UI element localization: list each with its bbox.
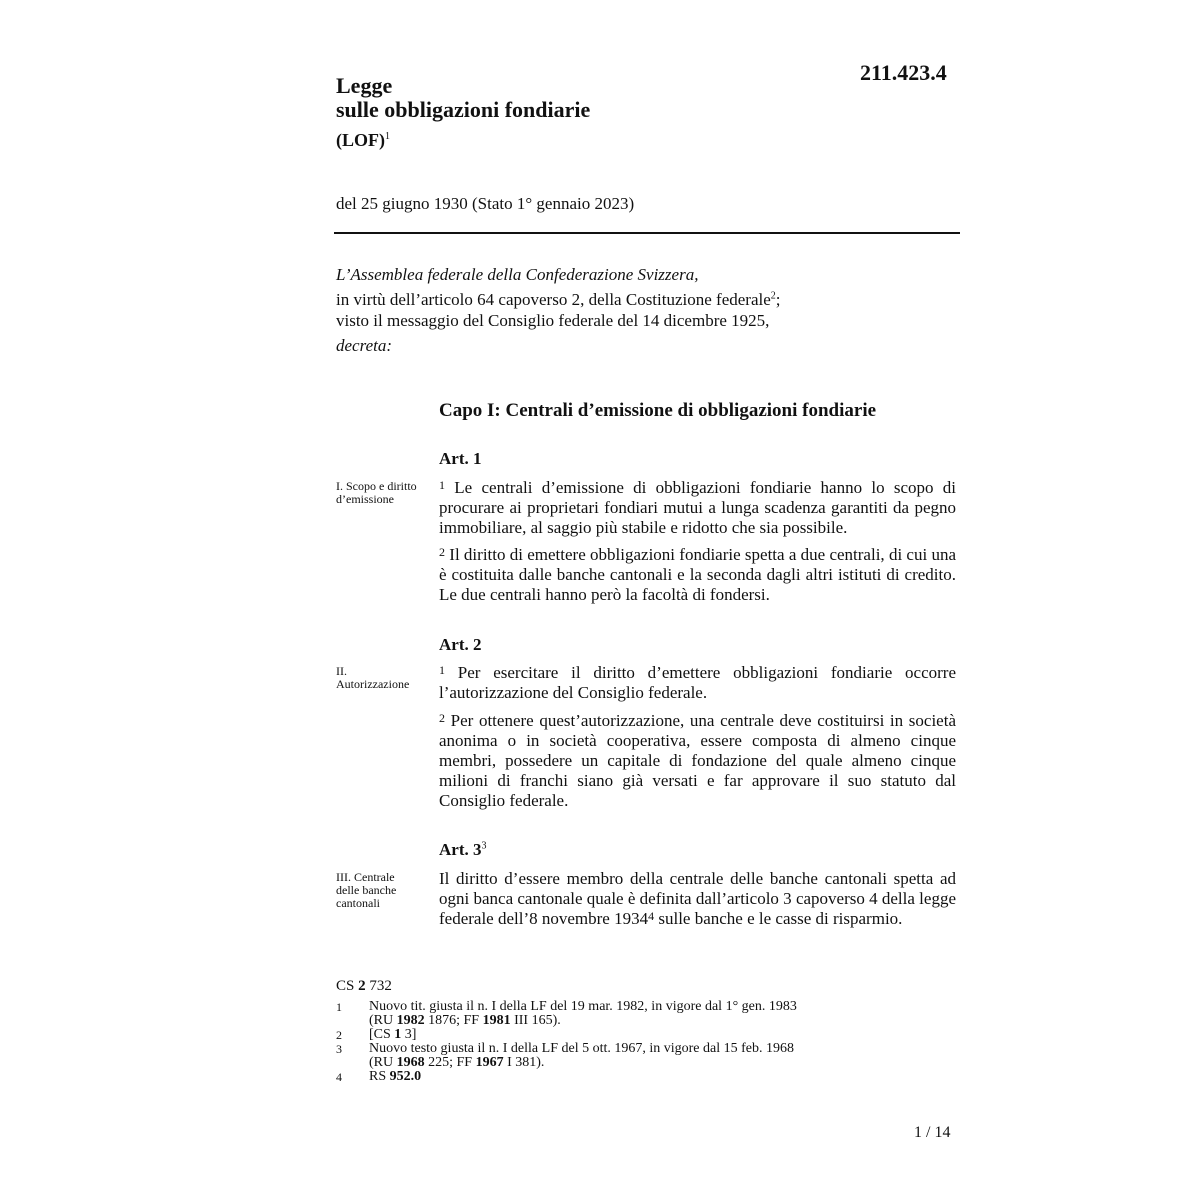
article-1-heading: Art. 1 <box>439 449 482 468</box>
preamble <box>336 264 956 356</box>
title-abbreviation: (LOF)$^1$ <box>336 130 390 150</box>
footnote-2: 2 [CS 1 3] <box>336 1027 417 1042</box>
article-3-heading: Art. $3^3$ <box>439 840 487 859</box>
cs-reference: CS 2 732 <box>336 978 392 994</box>
document-date: del 25 giugno 1930 (Stato 1° gennaio 2023) <box>336 194 635 213</box>
footnote-4: 4 RS 952.0 <box>336 1069 422 1084</box>
article-3-margin-note: III. Centrale delle banche cantonali <box>336 870 397 910</box>
preamble-line-1: in virtù dell’articolo 64 capoverso 2, della Costituzione federale$^2$; <box>336 290 781 309</box>
document-number: 211.423.4 <box>860 60 947 85</box>
title-line-1: Legge <box>336 73 393 98</box>
title-line-2: sulle obbligazioni fondiarie <box>336 97 591 122</box>
document-title <box>336 74 590 152</box>
preamble-decreta: decreta: <box>336 336 393 355</box>
footnote-ref-3[interactable]: 3 <box>481 840 487 852</box>
article-2-margin-note: II. Autorizzazione <box>336 664 410 691</box>
article-2-heading: Art. 2 <box>439 635 482 654</box>
footnote-1: 1 Nuovo tit. giusta il n. I della LF del 19 mar. 1982, in vigore dal 1° gen. 1983 (RU 1982 1876; FF 1981 III 165). <box>336 999 797 1028</box>
footnotes <box>336 1000 896 1084</box>
article-1-margin-note: I. Scopo e diritto d’emissione <box>336 479 417 506</box>
footnote-ref-2[interactable]: 2 <box>770 290 776 302</box>
footnote-ref-1[interactable]: 1 <box>385 131 390 142</box>
preamble-line-2: visto il messaggio del Consiglio federale del 14 dicembre 1925, <box>336 311 770 330</box>
footnote-3: 3 Nuovo testo giusta il n. I della LF del 5 ott. 1967, in vigore dal 15 feb. 1968 (RU 1968 225; FF 1967 I 381). <box>336 1041 794 1070</box>
footnote-ref-4[interactable]: 4 <box>648 909 655 923</box>
article-1-paragraph-1: $^1$ Le centrali d’emissione di obbligazioni fondiarie hanno lo scopo di procurare ai proprietari fondiari mutui a lunga scadenza garantiti da pegno immobiliare, al saggio più stabile e ridotto che sia possibile. <box>439 478 956 537</box>
page-number: 1 / 14 <box>914 1124 951 1141</box>
article-1-paragraph-2: $^2$ Il diritto di emettere obbligazioni fondiarie spetta a due centrali, di cui una è costituita dalle banche cantonali e la seconda dagli altri istituti di credito. Le due centrali hanno però la facoltà di fondersi. <box>439 545 957 604</box>
chapter-heading: Capo I: Centrali d’emissione di obbligazioni fondiarie <box>439 400 877 421</box>
article-2-paragraph-2: $^2$ Per ottenere quest’autorizzazione, una centrale deve costituirsi in società anonima o in società cooperativa, essere composta di almeno cinque membri, possedere un capitale di fondazione del quale almeno cinque milioni di franchi siano già versati e far approvare il suo statuto dal Consiglio federale. <box>439 711 956 810</box>
preamble-assembly: L’Assemblea federale della Confederazione Svizzera, <box>336 265 699 284</box>
article-3-paragraph: Il diritto d’essere membro della centrale delle banche cantonali spetta ad ogni banca cantonale quale è definita dall’articolo 3 capoverso 4 della legge federale dell’8 novembre 1934$^4$ sulle banche e le casse di risparmio. <box>439 869 956 928</box>
article-2-paragraph-1: $^1$ Per esercitare il diritto d’emettere obbligazioni fondiarie occorre l’autorizzazione del Consiglio federale. <box>439 663 956 702</box>
header-divider <box>334 232 960 234</box>
